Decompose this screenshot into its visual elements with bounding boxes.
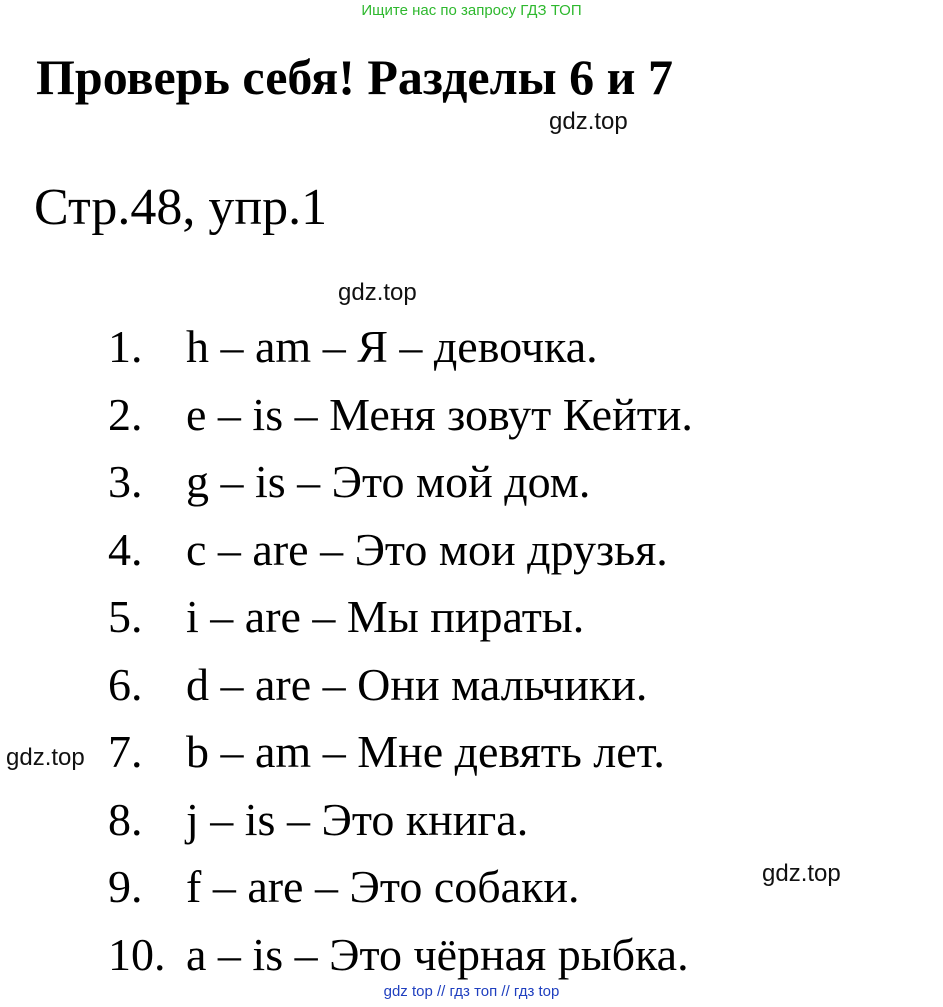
answer-text: h – am – Я – девочка. xyxy=(186,321,598,372)
answer-item xyxy=(108,516,693,584)
watermark: gdz.top xyxy=(762,860,841,887)
answer-item xyxy=(108,313,693,381)
answer-item xyxy=(108,381,693,449)
answer-text: c – are – Это мои друзья. xyxy=(186,523,668,575)
answer-text: b – am – Мне девять лет. xyxy=(186,726,665,777)
answer-number: 3. xyxy=(108,456,143,507)
answer-text: i – are – Мы пираты. xyxy=(186,591,585,642)
watermark: gdz.top xyxy=(549,108,628,135)
watermark: gdz.top xyxy=(338,279,417,306)
answer-text: e – is – Меня зовут Кейти. xyxy=(186,388,693,440)
answer-item xyxy=(108,651,693,719)
answer-item xyxy=(108,718,693,786)
answer-text: j – is – Это книга. xyxy=(186,793,529,845)
answer-text: d – are – Они мальчики. xyxy=(186,658,648,710)
answer-number: 1. xyxy=(108,321,143,372)
answer-number: 5. xyxy=(108,591,143,642)
answer-item xyxy=(108,448,693,516)
answer-list xyxy=(108,313,693,988)
answer-number: 10. xyxy=(108,928,166,980)
answer-number: 6. xyxy=(108,658,143,710)
answer-item xyxy=(108,786,693,854)
top-banner-link[interactable]: Ищите нас по запросу ГДЗ ТОП xyxy=(361,2,582,19)
answer-number: 7. xyxy=(108,726,143,777)
answer-number: 8. xyxy=(108,793,143,845)
answer-text: a – is – Это чёрная рыбка. xyxy=(186,928,689,980)
exercise-reference: Стр.48, упр.1 xyxy=(34,179,328,236)
answer-text: g – is – Это мой дом. xyxy=(186,456,591,507)
answer-number: 4. xyxy=(108,523,143,575)
answer-text: f – are – Это собаки. xyxy=(186,861,580,912)
page-title: Проверь себя! Разделы 6 и 7 xyxy=(36,49,673,105)
footer-links[interactable]: gdz top // гдз топ // гдз top xyxy=(383,983,560,1000)
answer-item xyxy=(108,853,693,921)
answer-number: 9. xyxy=(108,861,143,912)
answer-item xyxy=(108,921,693,989)
watermark: gdz.top xyxy=(6,744,85,771)
answer-number: 2. xyxy=(108,388,143,440)
answer-item xyxy=(108,583,693,651)
